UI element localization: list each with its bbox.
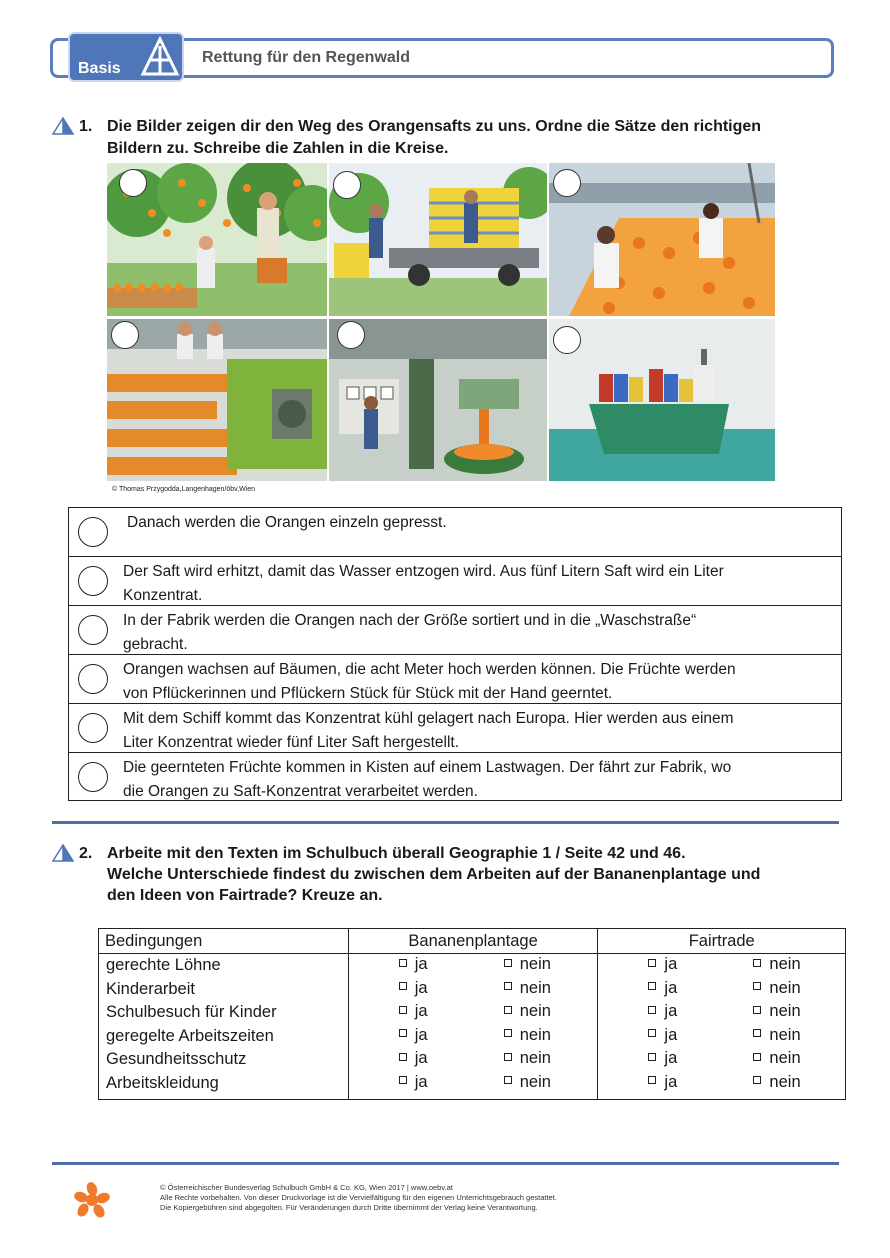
checkbox[interactable] <box>753 959 761 967</box>
checkbox[interactable] <box>504 1006 512 1014</box>
checkbox-label: ja <box>664 978 678 997</box>
task-1-number: 1. <box>79 118 93 135</box>
checkbox-label: ja <box>664 1049 678 1068</box>
checkbox-label: ja <box>414 978 428 997</box>
sentence-row: In der Fabrik werden die Orangen nach der Größe sortiert und in die „Waschstraße“ gebracht. <box>69 606 841 655</box>
banana-no-option[interactable] <box>504 955 551 974</box>
checkbox[interactable] <box>648 1053 656 1061</box>
banana-yes-option[interactable] <box>399 1002 428 1021</box>
fairtrade-yes-option[interactable] <box>648 1026 677 1045</box>
fairtrade-yes-option[interactable] <box>648 955 677 974</box>
level-triangle-icon <box>140 36 180 78</box>
checkbox-label: nein <box>519 1072 551 1091</box>
sentence-answer-circle[interactable] <box>78 566 108 596</box>
sentence-row: Mit dem Schiff kommt das Konzentrat kühl gelagert nach Europa. Hier werden aus einem Liter Konzentrat wieder fünf Liter Saft hergestellt. <box>69 704 841 753</box>
image-credit: © Thomas Przygodda,Langenhagen/öbv,Wien <box>112 486 256 493</box>
image-answer-circle-4[interactable] <box>111 321 139 349</box>
illustration-washing-line <box>107 319 327 481</box>
checkbox[interactable] <box>399 1076 407 1084</box>
condition-label: gerechte Löhne <box>99 954 349 978</box>
publisher-logo-icon <box>72 1180 112 1220</box>
checkbox[interactable] <box>399 959 407 967</box>
checkbox[interactable] <box>399 982 407 990</box>
banana-no-option[interactable] <box>504 1026 551 1045</box>
sentence-text: Der Saft wird erhitzt, damit das Wasser entzogen wird. Aus fünf Litern Saft wird ein Liter <box>123 563 724 580</box>
image-answer-circle-1[interactable] <box>119 169 147 197</box>
fairtrade-yes-option[interactable] <box>648 1049 677 1068</box>
condition-label: Arbeitskleidung <box>99 1072 349 1100</box>
checkbox-label: nein <box>519 1002 551 1021</box>
checkbox-label: nein <box>769 1049 801 1068</box>
section-divider <box>52 821 839 824</box>
banana-yes-option[interactable] <box>399 1073 428 1092</box>
sentence-row: Der Saft wird erhitzt, damit das Wasser entzogen wird. Aus fünf Litern Saft wird ein Liter Konzentrat. <box>69 557 841 606</box>
checkbox-label: nein <box>769 1002 801 1021</box>
checkbox-label: nein <box>519 978 551 997</box>
orange-juice-illustrations <box>107 163 775 481</box>
checkbox-label: ja <box>414 1025 428 1044</box>
fairtrade-yes-option[interactable] <box>648 979 677 998</box>
fairtrade-yes-option[interactable] <box>648 1073 677 1092</box>
fairtrade-no-option[interactable] <box>753 1073 800 1092</box>
fairtrade-options <box>598 1001 846 1025</box>
footer-copyright: © Österreichischer Bundesverlag Schulbuch GmbH & Co. KG, Wien 2017 | www.oebv.at Alle Rechte vorbehalten. Von dieser Druckvorlage ist die Vervielfältigung für den eigenen Unterrichtsgebrauch gestattet. Die Kopiergebühren sind abgegolten. Für Veränderungen durch Dritte übernimmt der Verlag keine Verantwortung. <box>160 1183 557 1212</box>
sentence-text: Orangen wachsen auf Bäumen, die acht Meter hoch werden können. Die Früchte werden <box>123 661 736 678</box>
sentence-answer-circle[interactable] <box>78 713 108 743</box>
sentence-table <box>68 507 842 801</box>
banana-yes-option[interactable] <box>399 1049 428 1068</box>
banana-yes-option[interactable] <box>399 979 428 998</box>
fairtrade-options <box>598 978 846 1002</box>
checkbox[interactable] <box>648 1029 656 1037</box>
illustration-sorting-belt <box>549 163 775 316</box>
illustration-truck-loading <box>329 163 547 316</box>
checkbox-label: ja <box>664 955 678 974</box>
sentence-text: Danach werden die Orangen einzeln gepresst. <box>127 514 447 531</box>
sentence-row: Orangen wachsen auf Bäumen, die acht Meter hoch werden können. Die Früchte werden von Pflückerinnen und Pflückern Stück für Stück mit der Hand geerntet. <box>69 655 841 704</box>
fairtrade-no-option[interactable] <box>753 955 800 974</box>
table-row <box>99 1072 846 1100</box>
fairtrade-options <box>598 1048 846 1072</box>
banana-options <box>348 1025 598 1049</box>
table-row <box>99 1001 846 1025</box>
checkbox[interactable] <box>504 1029 512 1037</box>
banana-options <box>348 1072 598 1100</box>
task-1-instruction-line1: Die Bilder zeigen dir den Weg des Orangensafts zu uns. Ordne die Sätze den richtigen <box>107 118 762 135</box>
sentence-text: Die geernteten Früchte kommen in Kisten auf einem Lastwagen. Der fährt zur Fabrik, wo <box>123 759 732 776</box>
checkbox-label: ja <box>414 1049 428 1068</box>
fairtrade-no-option[interactable] <box>753 979 800 998</box>
fairtrade-options <box>598 1025 846 1049</box>
sentence-answer-circle[interactable] <box>78 517 108 547</box>
banana-yes-option[interactable] <box>399 955 428 974</box>
column-header-fairtrade: Fairtrade <box>598 929 846 954</box>
illustration-container-ship <box>549 319 775 481</box>
task-level-icon <box>52 117 74 135</box>
banana-options <box>348 954 598 978</box>
table-row <box>99 978 846 1002</box>
comparison-table <box>98 928 846 1100</box>
checkbox-label: ja <box>414 1072 428 1091</box>
checkbox-label: ja <box>414 955 428 974</box>
checkbox[interactable] <box>399 1029 407 1037</box>
checkbox[interactable] <box>753 1053 761 1061</box>
fairtrade-no-option[interactable] <box>753 1002 800 1021</box>
checkbox[interactable] <box>504 1076 512 1084</box>
banana-no-option[interactable] <box>504 1073 551 1092</box>
footer-divider <box>52 1162 839 1165</box>
banana-options <box>348 1001 598 1025</box>
task-1-instruction-line2: Bildern zu. Schreibe die Zahlen in die Kreise. <box>107 140 449 157</box>
sentence-text: Mit dem Schiff kommt das Konzentrat kühl gelagert nach Europa. Hier werden aus einem <box>123 710 734 727</box>
banana-no-option[interactable] <box>504 979 551 998</box>
banana-options <box>348 978 598 1002</box>
banana-options <box>348 1048 598 1072</box>
sentence-text: In der Fabrik werden die Orangen nach der Größe sortiert und in die „Waschstraße“ <box>123 612 697 629</box>
sentence-answer-circle[interactable] <box>78 762 108 792</box>
fairtrade-options <box>598 1072 846 1100</box>
condition-label: geregelte Arbeitszeiten <box>99 1025 349 1049</box>
checkbox[interactable] <box>504 982 512 990</box>
checkbox-label: nein <box>769 1025 801 1044</box>
column-header-banana-plantation: Bananenplantage <box>348 929 598 954</box>
task-2-instruction-line1: Arbeite mit den Texten im Schulbuch überall Geographie 1 / Seite 42 und 46. <box>107 845 686 862</box>
task-level-icon <box>52 844 74 862</box>
checkbox-label: ja <box>414 1002 428 1021</box>
checkbox-label: nein <box>769 955 801 974</box>
banana-no-option[interactable] <box>504 1049 551 1068</box>
checkbox-label: nein <box>769 1072 801 1091</box>
checkbox[interactable] <box>753 1029 761 1037</box>
task-2-instruction-line3: den Ideen von Fairtrade? Kreuze an. <box>107 887 383 904</box>
image-answer-circle-3[interactable] <box>553 169 581 197</box>
sentence-answer-circle[interactable] <box>78 664 108 694</box>
checkbox[interactable] <box>648 1006 656 1014</box>
page-title: Rettung für den Regenwald <box>202 49 410 66</box>
checkbox-label: nein <box>519 955 551 974</box>
checkbox[interactable] <box>753 1006 761 1014</box>
fairtrade-no-option[interactable] <box>753 1049 800 1068</box>
task-2-number: 2. <box>79 845 93 862</box>
image-answer-circle-6[interactable] <box>553 326 581 354</box>
image-answer-circle-2[interactable] <box>333 171 361 199</box>
checkbox[interactable] <box>504 1053 512 1061</box>
level-badge-label: Basis <box>78 60 121 77</box>
checkbox-label: ja <box>664 1025 678 1044</box>
checkbox-label: nein <box>769 978 801 997</box>
fairtrade-yes-option[interactable] <box>648 1002 677 1021</box>
checkbox[interactable] <box>648 1076 656 1084</box>
column-header-conditions: Bedingungen <box>99 929 349 954</box>
checkbox[interactable] <box>399 1006 407 1014</box>
checkbox-label: nein <box>519 1049 551 1068</box>
condition-label: Gesundheitsschutz <box>99 1048 349 1072</box>
condition-label: Schulbesuch für Kinder <box>99 1001 349 1025</box>
checkbox[interactable] <box>648 982 656 990</box>
table-row <box>99 1048 846 1072</box>
sentence-row <box>69 508 841 557</box>
table-row <box>99 954 846 978</box>
sentence-row: Die geernteten Früchte kommen in Kisten auf einem Lastwagen. Der fährt zur Fabrik, wo die Orangen zu Saft-Konzentrat verarbeitet werden. <box>69 753 841 800</box>
fairtrade-no-option[interactable] <box>753 1026 800 1045</box>
checkbox-label: ja <box>664 1002 678 1021</box>
table-row <box>99 1025 846 1049</box>
checkbox[interactable] <box>648 959 656 967</box>
banana-yes-option[interactable] <box>399 1026 428 1045</box>
checkbox[interactable] <box>753 1076 761 1084</box>
checkbox[interactable] <box>399 1053 407 1061</box>
checkbox-label: ja <box>664 1072 678 1091</box>
sentence-answer-circle[interactable] <box>78 615 108 645</box>
checkbox[interactable] <box>753 982 761 990</box>
task-2-instruction-line2: Welche Unterschiede findest du zwischen dem Arbeiten auf der Bananenplantage und <box>107 866 761 883</box>
fairtrade-options <box>598 954 846 978</box>
checkbox-label: nein <box>519 1025 551 1044</box>
image-answer-circle-5[interactable] <box>337 321 365 349</box>
checkbox[interactable] <box>504 959 512 967</box>
condition-label: Kinderarbeit <box>99 978 349 1002</box>
banana-no-option[interactable] <box>504 1002 551 1021</box>
